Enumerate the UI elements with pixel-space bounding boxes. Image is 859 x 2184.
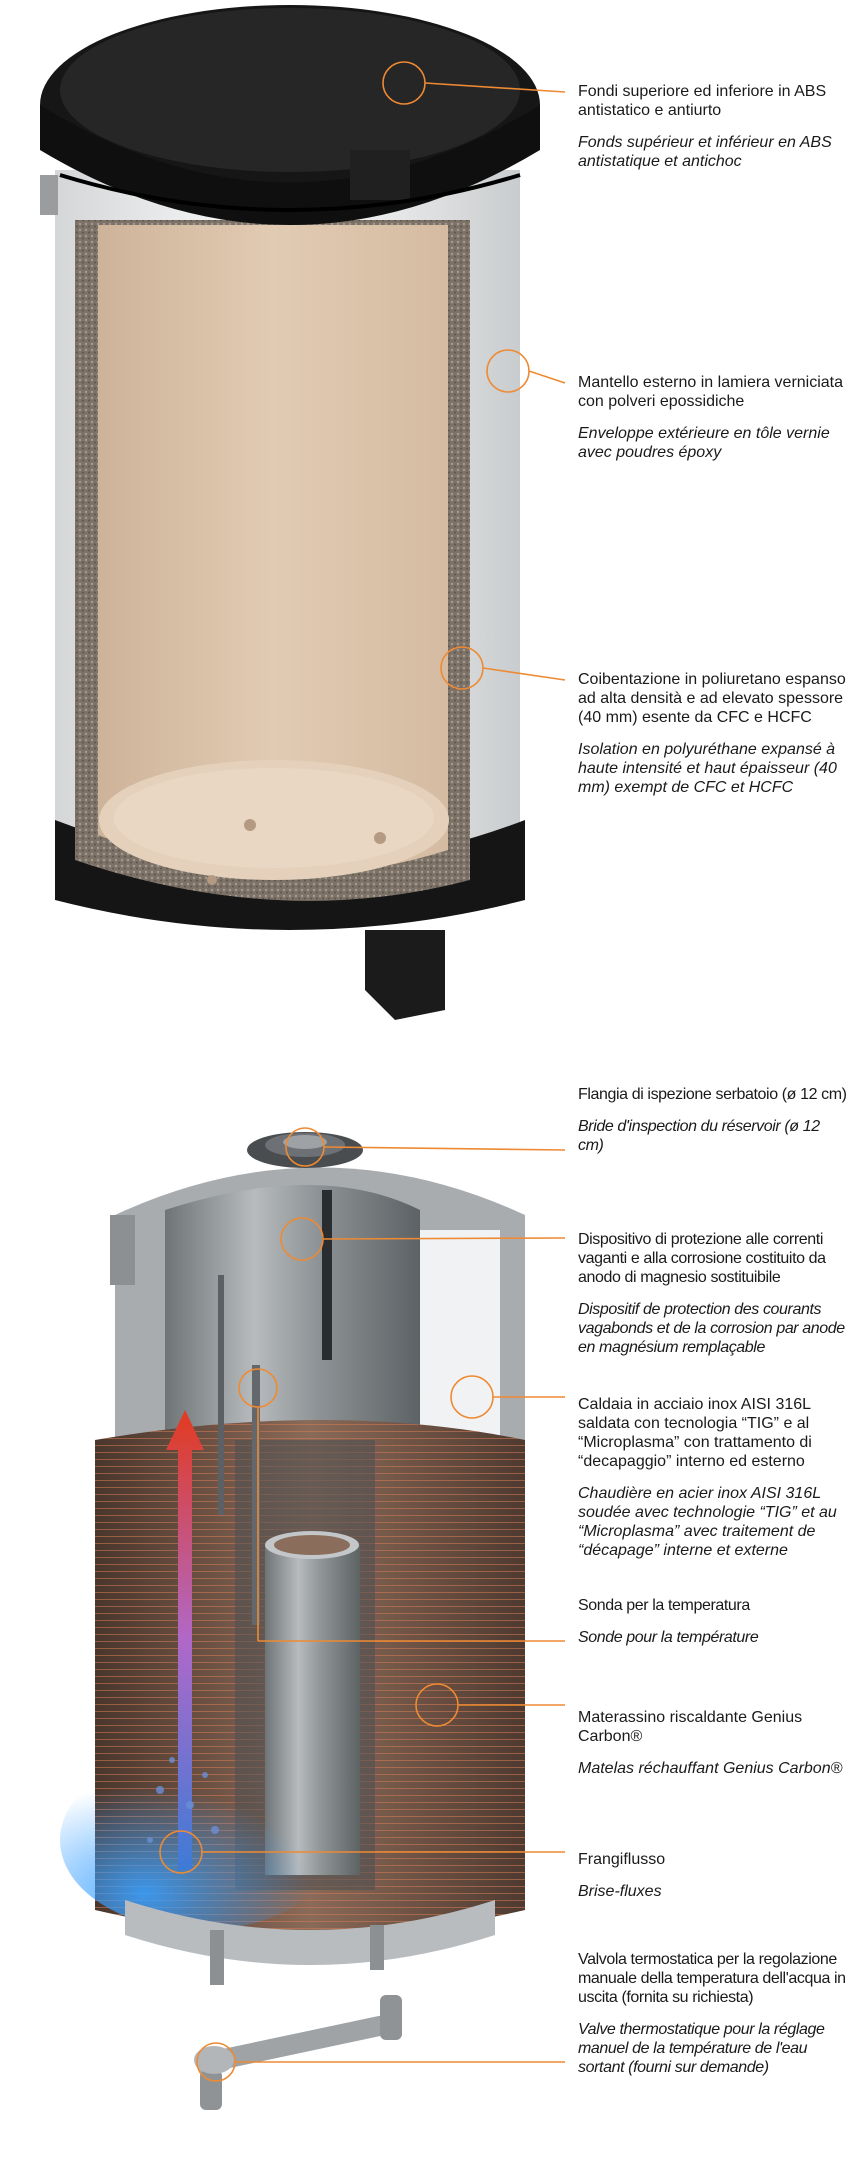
callout-steel-boiler [578, 1395, 848, 1560]
callout-text-fr: Bride d'inspection du réservoir (ø 12 cm) [578, 1118, 820, 1154]
callout-text-fr: Brise-fluxes [578, 1883, 662, 1900]
callout-text-it: Flangia di ispezione serbatoio (ø 12 cm) [578, 1086, 847, 1103]
callout-text-it: Materassino riscaldante Genius Carbon® [578, 1709, 803, 1745]
callout-temperature-probe [578, 1596, 848, 1647]
callout-text-fr: Fonds supérieur et inférieur en ABS antistatique et antichoc [578, 134, 832, 170]
callout-text-fr: Enveloppe extérieure en tôle vernie avec poudres époxy [578, 425, 830, 461]
callout-text-it: Frangiflusso [578, 1851, 666, 1868]
callout-text-fr: Valve thermostatique pour la réglage manuel de la température de l'eau sortant (fourni sur demande) [578, 2021, 825, 2076]
callout-outer-shell [578, 373, 848, 462]
callout-text-fr: Dispositif de protection des courants vagabonds et de la corrosion par anode en magnésium remplaçable [578, 1301, 845, 1356]
callout-text-it: Dispositivo di protezione alle correnti vaganti e alla corrosione costituito da anodo di magnesio sostituibile [578, 1231, 826, 1286]
callout-baffle [578, 1850, 848, 1901]
callout-magnesium-anode [578, 1230, 848, 1357]
callout-text-it: Mantello esterno in lamiera verniciata con polveri epossidiche [578, 374, 844, 410]
callout-heating-mat [578, 1708, 848, 1778]
callout-inspection-flange [578, 1085, 848, 1155]
tank-cutaway-2 [60, 1132, 525, 2110]
callout-text-fr: Matelas réchauffant Genius Carbon® [578, 1760, 843, 1777]
callout-text-fr: Isolation en polyuréthane expansé à haute intensité et haut épaisseur (40 mm) exempt de CFC et HCFC [578, 741, 837, 796]
callout-insulation [578, 670, 848, 797]
callout-text-it: Coibentazione in poliuretano espanso ad alta densità e ad elevato spessore (40 mm) esente da CFC e HCFC [578, 671, 846, 726]
callout-text-it: Sonda per la temperatura [578, 1597, 750, 1614]
callout-thermostatic-valve [578, 1950, 848, 2077]
callout-abs-covers [578, 82, 848, 171]
callout-text-it: Fondi superiore ed inferiore in ABS antistatico e antiurto [578, 83, 827, 119]
callout-text-it: Valvola termostatica per la regolazione manuale della temperatura dell'acqua in uscita (fornita su richiesta) [578, 1951, 846, 2006]
callout-text-it: Caldaia in acciaio inox AISI 316L saldata con tecnologia “TIG” e al “Microplasma” con trattamento di “decapaggio” interno ed esterno [578, 1396, 812, 1470]
callout-text-fr: Chaudière en acier inox AISI 316L soudée avec technologie “TIG” et au “Microplasma” avec traitement de “décapage” interne et externe [578, 1485, 837, 1559]
callout-text-fr: Sonde pour la température [578, 1629, 759, 1646]
tank-cutaway-1 [40, 5, 540, 1020]
